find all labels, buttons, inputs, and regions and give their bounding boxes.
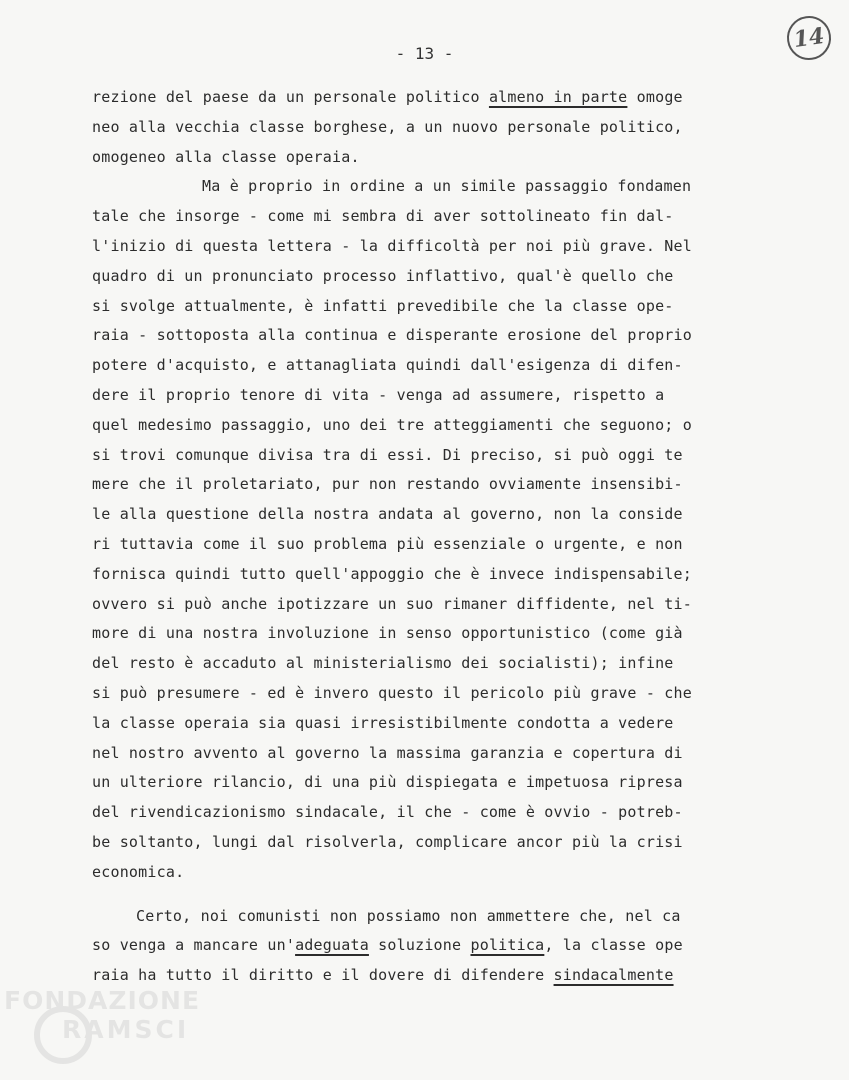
text-line: nel nostro avvento al governo la massima garanzia e copertura di	[92, 743, 683, 762]
text-line: un ulteriore rilancio, di una più dispiegata e impetuosa ripresa	[92, 773, 683, 792]
underlined-text: almeno in parte	[488, 88, 628, 106]
text-line: ri tuttavia come il suo problema più essenziale o urgente, e non	[92, 534, 683, 553]
text-line: ovvero si può anche ipotizzare un suo rimaner diffidente, nel ti-	[92, 594, 692, 613]
text-line: omogeneo alla classe operaia.	[92, 147, 360, 166]
text-line: tale che insorge - come mi sembra di aver sottolineato fin dal-	[92, 207, 674, 226]
watermark-text-line1: FONDAZIONE	[4, 986, 201, 1015]
text-line: neo alla vecchia classe borghese, a un nuovo personale politico,	[92, 117, 683, 136]
paragraph-start-line: Certo, noi comunisti non possiamo non ammettere che, nel ca	[136, 906, 681, 925]
text-line: be soltanto, lungi dal risolverla, complicare ancor più la crisi	[92, 832, 683, 851]
text-line: l'inizio di questa lettera - la difficoltà per noi più grave. Nel	[92, 236, 692, 255]
letter-body	[92, 86, 757, 994]
fondazione-gramsci-watermark	[4, 986, 214, 1068]
text-line: dere il proprio tenore di vita - venga ad assumere, rispetto a	[92, 385, 665, 404]
text-line: more di una nostra involuzione in senso opportunistico (come già	[92, 624, 683, 643]
underlined-text: adeguata	[295, 936, 369, 955]
text-line: del rivendicazionismo sindacale, il che - come è ovvio - potreb-	[92, 803, 683, 822]
text-line: raia - sottoposta alla continua e disperante erosione del proprio	[92, 326, 692, 345]
paragraph-start-line: Ma è proprio in ordine a un simile passaggio fondamen	[202, 177, 692, 196]
page-number: - 13 -	[395, 44, 454, 63]
text-line: quadro di un pronunciato processo inflattivo, qual'è quello che	[92, 266, 674, 285]
text-line: so venga a mancare un'adeguata soluzione politica, la classe ope	[92, 936, 683, 955]
underlined-text: politica	[470, 936, 545, 955]
text-line: del resto è accaduto al ministerialismo dei socialisti); infine	[92, 654, 674, 673]
text-line: potere d'acquisto, e attanagliata quindi dall'esigenza di difen-	[92, 356, 683, 375]
text-line: si trovi comunque divisa tra di essi. Di preciso, si può oggi te	[92, 445, 683, 464]
text-line: si può presumere - ed è invero questo il pericolo più grave - che	[92, 683, 692, 702]
text-line: la classe operaia sia quasi irresistibilmente condotta a vedere	[92, 713, 674, 732]
sheet-number-stamp: 14	[784, 13, 834, 63]
text-line: economica.	[92, 862, 185, 881]
text-line: raia ha tutto il diritto e il dovere di difendere sindacalmente	[92, 966, 674, 985]
watermark-text-line2: RAMSCI	[62, 1015, 190, 1044]
text-line: si svolge attualmente, è infatti prevedibile che la classe ope-	[92, 296, 674, 315]
text-line: quel medesimo passaggio, uno dei tre atteggiamenti che seguono; o	[92, 415, 692, 434]
text-line: mere che il proletariato, pur non restando ovviamente insensibi-	[92, 475, 683, 494]
text-line: le alla questione della nostra andata al governo, non la conside	[92, 505, 683, 524]
underlined-text: sindacalmente	[553, 966, 674, 985]
text-line: fornisca quindi tutto quell'appoggio che è invece indispensabile;	[92, 564, 692, 583]
text-line: rezione del paese da un personale politico almeno in parte omoge	[92, 88, 683, 106]
watermark-g-logo-icon	[34, 1006, 92, 1064]
